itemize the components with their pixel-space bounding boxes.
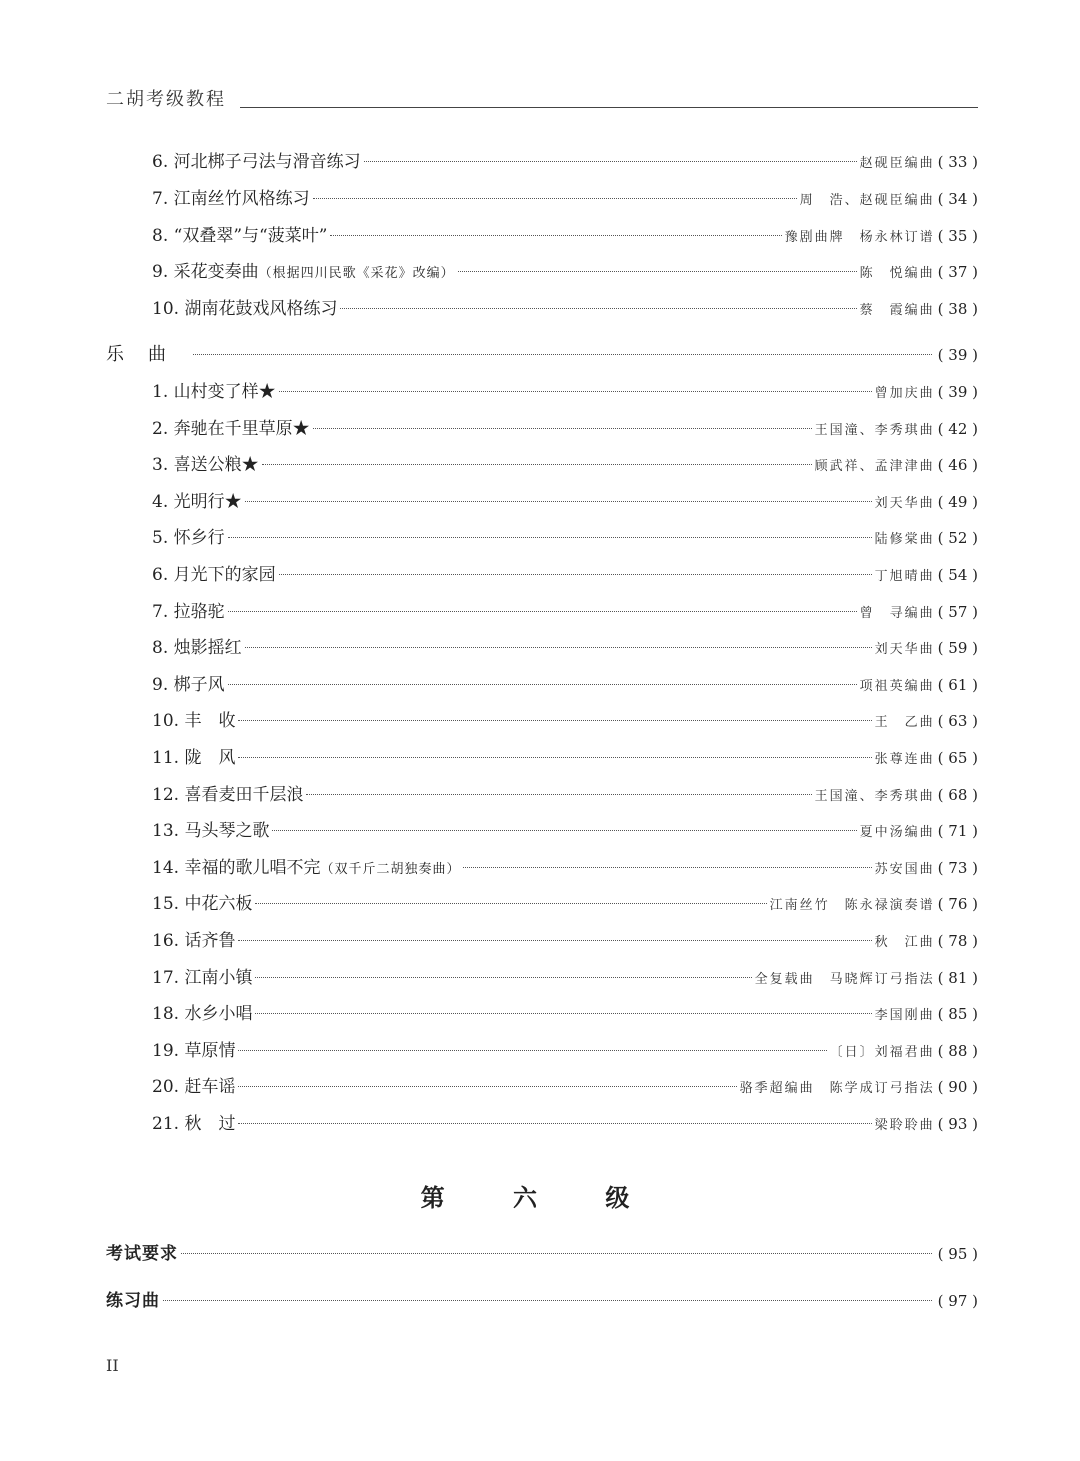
toc-entry-credit: 刘天华曲: [874, 495, 935, 511]
toc-entry-title: 5. 怀乡行: [152, 528, 225, 549]
toc-entry-page: ( 34 ): [938, 187, 978, 211]
toc-entry-title: 7. 拉骆驼: [152, 601, 225, 622]
toc-entry-page: ( 57 ): [938, 600, 978, 624]
toc-entry-page: ( 71 ): [938, 819, 978, 843]
dot-leader: [238, 757, 871, 758]
page-folio: II: [106, 1356, 119, 1375]
toc-entry-title: 13. 马头琴之歌: [152, 821, 270, 842]
toc-entry-title: 17. 江南小镇: [152, 967, 253, 988]
toc-piece[interactable]: [152, 819, 978, 843]
toc-entry-credit: 〔日〕刘福君曲: [829, 1044, 935, 1060]
toc-entry-credit: 李国刚曲: [874, 1008, 935, 1024]
toc-entry-page: ( 81 ): [938, 966, 978, 990]
toc-piece[interactable]: [152, 1039, 978, 1063]
dot-leader: [279, 574, 872, 575]
dot-leader: [238, 1123, 871, 1124]
toc-entry-title: 9. 采花变奏曲（根据四川民歌《采花》改编）: [152, 262, 455, 282]
toc-entry-page: ( 54 ): [938, 563, 978, 587]
dot-leader: [163, 1300, 932, 1301]
dot-leader: [463, 867, 871, 868]
toc-piece[interactable]: [152, 966, 978, 990]
dot-leader: [340, 308, 856, 309]
toc-entry-page: ( 42 ): [938, 417, 978, 441]
toc-entry-title: 10. 湖南花鼓戏风格练习: [152, 299, 338, 319]
toc-entry-page: ( 68 ): [938, 783, 978, 807]
toc-entry-title: 15. 中花六板: [152, 894, 253, 915]
toc-entry-note: （双千斤二胡独奏曲）: [320, 861, 461, 877]
toc-entry-title: 8. 烛影摇红: [152, 638, 242, 659]
toc-entry-title: 6. 河北梆子弓法与滑音练习: [152, 152, 361, 172]
toc-entry-title: 11. 陇 风: [152, 748, 236, 768]
dot-leader: [313, 198, 797, 199]
toc-piece[interactable]: [152, 929, 978, 953]
toc-entry-credit: 刘天华曲: [874, 642, 935, 658]
toc-entry-credit: 丁旭晴曲: [874, 569, 935, 584]
toc-entry-page: ( 85 ): [938, 1002, 978, 1026]
dot-leader: [255, 903, 766, 904]
toc-entry-title: 18. 水乡小唱: [152, 1004, 253, 1025]
toc-section-level6[interactable]: [106, 1289, 978, 1313]
level-heading: 第 六 级: [420, 1184, 660, 1212]
toc-entry-credit: 豫剧曲牌 杨永林订谱: [784, 230, 935, 245]
toc-section-level6[interactable]: [106, 1242, 978, 1266]
toc-piece[interactable]: [152, 526, 978, 550]
toc-piece[interactable]: [152, 490, 978, 514]
dot-leader: [330, 235, 781, 236]
toc-entry-title: 21. 秋 过: [152, 1114, 236, 1134]
toc-entry-page: ( 76 ): [938, 892, 978, 916]
toc-entry-title: 1. 山村变了样★: [152, 382, 276, 402]
running-head: [106, 90, 978, 110]
toc-entry-credit: 王 乙曲: [874, 715, 935, 731]
toc-entry-page: ( 90 ): [938, 1075, 978, 1099]
dot-leader: [306, 794, 811, 795]
toc-entry-page: ( 88 ): [938, 1039, 978, 1063]
toc-section-yuequ[interactable]: [106, 343, 978, 367]
toc-entry-page: ( 59 ): [938, 636, 978, 660]
toc-piece[interactable]: [152, 783, 978, 807]
toc-piece[interactable]: [152, 380, 978, 404]
dot-leader: [364, 161, 857, 162]
toc-entry-page: ( 49 ): [938, 490, 978, 514]
toc-entry-title: 14. 幸福的歌儿唱不完（双千斤二胡独奏曲）: [152, 857, 461, 878]
toc-item[interactable]: [152, 187, 978, 211]
toc-piece[interactable]: [152, 1075, 978, 1099]
toc-entry-title: 8. “双叠翠”与“菠菜叶”: [152, 226, 328, 246]
dot-leader: [228, 611, 857, 612]
toc-entry-title: 练习曲: [106, 1291, 160, 1311]
toc-entry-page: ( 37 ): [938, 260, 978, 284]
running-head-text: 二胡考级教程: [106, 89, 226, 110]
toc-entry-page: ( 39 ): [938, 343, 978, 367]
toc-entry-credit: 秋 江曲: [874, 935, 935, 950]
toc-entry-title: 2. 奔驰在千里草原★: [152, 418, 310, 439]
toc-entry-page: ( 46 ): [938, 453, 978, 477]
dot-leader: [245, 647, 872, 648]
toc-entry-note: （根据四川民歌《采花》改编）: [258, 266, 455, 281]
toc-entry-credit: 张尊连曲: [874, 752, 935, 767]
toc-entry-title: 20. 赶车谣: [152, 1077, 236, 1098]
toc-entry-title: 10. 丰 收: [152, 711, 236, 732]
toc-entry-credit: 周 浩、赵砚臣编曲: [799, 193, 935, 208]
toc-piece[interactable]: [152, 453, 978, 477]
toc-entry-page: ( 78 ): [938, 929, 978, 953]
toc-piece[interactable]: [152, 1002, 978, 1026]
toc-piece[interactable]: [152, 673, 978, 697]
toc-entry-page: ( 95 ): [938, 1242, 978, 1266]
dot-leader: [181, 1253, 932, 1254]
toc-entry-title: 3. 喜送公粮★: [152, 455, 259, 476]
toc-entry-title: 9. 梆子风: [152, 674, 225, 695]
dot-leader: [262, 464, 812, 465]
toc-entry-page: ( 33 ): [938, 150, 978, 174]
toc-item[interactable]: [152, 297, 978, 321]
toc-entry-credit: 陆修棠曲: [874, 532, 935, 548]
toc-entry-credit: 顾武祥、孟津津曲: [814, 459, 935, 475]
toc-entry-page: ( 39 ): [938, 380, 978, 404]
toc-entry-credit: 曾加庆曲: [874, 386, 935, 401]
toc-entry-page: ( 73 ): [938, 856, 978, 880]
toc-entry-credit: 蔡 霞编曲: [859, 303, 935, 318]
toc-entry-credit: 夏中汤编曲: [859, 825, 935, 841]
toc-entry-credit: 陈 悦编曲: [859, 266, 935, 281]
toc-piece[interactable]: [152, 636, 978, 660]
toc-piece[interactable]: [152, 892, 978, 916]
dot-leader: [245, 501, 872, 502]
toc-entry-credit: 梁聆聆曲: [874, 1118, 935, 1133]
toc-entry-page: ( 38 ): [938, 297, 978, 321]
toc-entry-page: ( 61 ): [938, 673, 978, 697]
toc-entry-page: ( 63 ): [938, 709, 978, 733]
toc-entry-title: 6. 月光下的家园: [152, 565, 276, 585]
toc-piece[interactable]: [152, 709, 978, 733]
dot-leader: [272, 830, 856, 831]
dot-leader: [279, 391, 872, 392]
toc-entry-page: ( 65 ): [938, 746, 978, 770]
dot-leader: [238, 1086, 736, 1087]
toc-piece[interactable]: [152, 563, 978, 587]
dot-leader: [228, 537, 872, 538]
dot-leader: [193, 354, 932, 355]
toc-entry-page: ( 93 ): [938, 1112, 978, 1136]
toc-piece[interactable]: [152, 856, 978, 880]
toc-entry-page: ( 35 ): [938, 224, 978, 248]
dot-leader: [238, 720, 871, 721]
toc-entry-title: 16. 话齐鲁: [152, 931, 236, 951]
toc-item[interactable]: [152, 150, 978, 174]
toc-entry-credit: 骆季超编曲 陈学成订弓指法: [739, 1081, 935, 1097]
toc-entry-page: ( 52 ): [938, 526, 978, 550]
toc-piece[interactable]: [152, 600, 978, 624]
dot-leader: [255, 977, 751, 978]
toc-entry-title: 乐曲: [106, 344, 190, 365]
dot-leader: [238, 940, 871, 941]
toc-entry-title: 7. 江南丝竹风格练习: [152, 189, 310, 209]
toc-entry-title: 4. 光明行★: [152, 491, 242, 512]
dot-leader: [458, 271, 857, 272]
header-rule: [240, 107, 978, 108]
toc-entry-credit: 赵砚臣编曲: [859, 156, 935, 171]
toc-entry-credit: 曾 寻编曲: [859, 605, 935, 621]
toc-entry-credit: 项祖英编曲: [859, 678, 935, 694]
toc-item[interactable]: [152, 260, 978, 284]
dot-leader: [228, 684, 857, 685]
toc-entry-credit: 全复载曲 马晓辉订弓指法: [754, 971, 935, 987]
toc-entry-title: 考试要求: [106, 1244, 178, 1264]
dot-leader: [238, 1050, 826, 1051]
toc-entry-credit: 江南丝竹 陈永禄演奏谱: [769, 898, 935, 914]
toc-entry-credit: 苏安国曲: [874, 861, 935, 877]
toc-item[interactable]: [152, 224, 978, 248]
toc-entry-credit: 王国潼、李秀琪曲: [814, 788, 935, 804]
dot-leader: [313, 428, 812, 429]
toc-entry-page: ( 97 ): [938, 1289, 978, 1313]
toc-piece[interactable]: [152, 417, 978, 441]
toc-entry-title: 19. 草原情: [152, 1040, 236, 1061]
toc-piece[interactable]: [152, 746, 978, 770]
toc-entry-title: 12. 喜看麦田千层浪: [152, 784, 304, 805]
dot-leader: [255, 1013, 871, 1014]
toc-piece[interactable]: [152, 1112, 978, 1136]
toc-entry-credit: 王国潼、李秀琪曲: [814, 422, 935, 438]
